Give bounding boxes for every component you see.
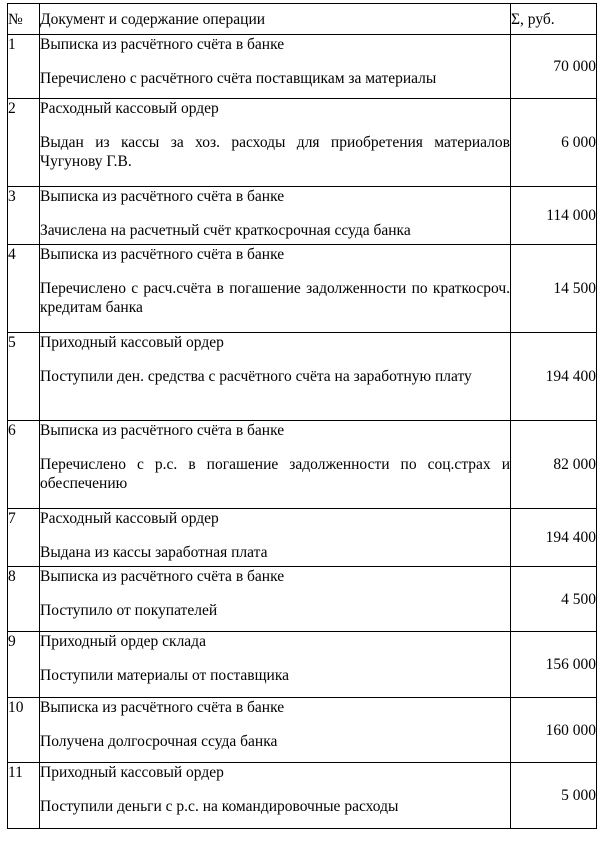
table-row xyxy=(8,333,597,421)
operation-description: Поступили деньги с р.с. на командировочные расходы xyxy=(40,798,399,815)
row-document-cell xyxy=(40,99,511,187)
row-document-cell xyxy=(40,763,511,829)
row-sum: 70 000 xyxy=(511,35,597,99)
row-number: 4 xyxy=(8,245,40,333)
row-document-cell xyxy=(40,245,511,333)
row-document-cell xyxy=(40,421,511,509)
operation-description: Поступили ден. средства с расчётного счёта на заработную плату xyxy=(40,368,472,385)
row-sum: 114 000 xyxy=(511,187,597,245)
row-document-cell xyxy=(40,509,511,567)
row-document-cell xyxy=(40,632,511,698)
row-sum: 156 000 xyxy=(511,632,597,698)
row-number: 9 xyxy=(8,632,40,698)
operation-description: Выдана из кассы заработная плата xyxy=(40,544,268,561)
operation-description: Перечислено с р.с. в погашение задолженности по соц.страх и обеспечению xyxy=(40,456,510,492)
row-sum: 4 500 xyxy=(511,567,597,632)
operations-table-body xyxy=(8,35,597,829)
document-type: Выписка из расчётного счёта в банке xyxy=(40,246,285,263)
row-number: 10 xyxy=(8,698,40,763)
document-type: Приходный кассовый ордер xyxy=(40,334,224,351)
table-row xyxy=(8,763,597,829)
document-type: Приходный ордер склада xyxy=(40,633,206,650)
row-sum: 14 500 xyxy=(511,245,597,333)
operations-table xyxy=(7,3,597,829)
document-type: Выписка из расчётного счёта в банке xyxy=(40,188,285,205)
column-header-sum: Σ, руб. xyxy=(511,4,597,35)
document-type: Приходный кассовый ордер xyxy=(40,764,224,781)
operation-description: Зачислена на расчетный счёт краткосрочная ссуда банка xyxy=(40,222,411,239)
row-document-cell xyxy=(40,35,511,99)
operation-description: Поступили материалы от поставщика xyxy=(40,667,290,684)
table-row xyxy=(8,421,597,509)
operation-description: Перечислено с расчётного счёта поставщикам за материалы xyxy=(40,70,437,87)
document-type: Выписка из расчётного счёта в банке xyxy=(40,36,285,53)
row-number: 3 xyxy=(8,187,40,245)
row-document-cell xyxy=(40,567,511,632)
table-row xyxy=(8,187,597,245)
document-type: Выписка из расчётного счёта в банке xyxy=(40,568,285,585)
row-document-cell xyxy=(40,698,511,763)
document-type: Выписка из расчётного счёта в банке xyxy=(40,422,285,439)
table-row xyxy=(8,698,597,763)
operation-description: Получена долгосрочная ссуда банка xyxy=(40,733,278,750)
row-number: 6 xyxy=(8,421,40,509)
row-number: 5 xyxy=(8,333,40,421)
column-header-number: № xyxy=(8,4,40,35)
row-sum: 194 400 xyxy=(511,509,597,567)
row-number: 8 xyxy=(8,567,40,632)
table-header-row xyxy=(8,4,597,35)
document-type: Расходный кассовый ордер xyxy=(40,100,219,117)
table-row xyxy=(8,567,597,632)
row-number: 1 xyxy=(8,35,40,99)
row-sum: 5 000 xyxy=(511,763,597,829)
table-row xyxy=(8,99,597,187)
row-sum: 6 000 xyxy=(511,99,597,187)
row-document-cell xyxy=(40,187,511,245)
row-sum: 194 400 xyxy=(511,333,597,421)
operation-description: Выдан из кассы за хоз. расходы для приобретения материалов Чугунову Г.В. xyxy=(40,134,510,170)
table-row xyxy=(8,245,597,333)
table-row xyxy=(8,632,597,698)
document-type: Расходный кассовый ордер xyxy=(40,510,219,527)
row-number: 7 xyxy=(8,509,40,567)
document-type: Выписка из расчётного счёта в банке xyxy=(40,699,285,716)
operation-description: Перечислено с расч.счёта в погашение задолженности по краткосроч. кредитам банка xyxy=(40,280,510,316)
row-sum: 160 000 xyxy=(511,698,597,763)
operation-description: Поступило от покупателей xyxy=(40,602,218,619)
row-document-cell xyxy=(40,333,511,421)
table-row xyxy=(8,35,597,99)
row-sum: 82 000 xyxy=(511,421,597,509)
row-number: 2 xyxy=(8,99,40,187)
table-row xyxy=(8,509,597,567)
column-header-document: Документ и содержание операции xyxy=(40,4,511,35)
row-number: 11 xyxy=(8,763,40,829)
